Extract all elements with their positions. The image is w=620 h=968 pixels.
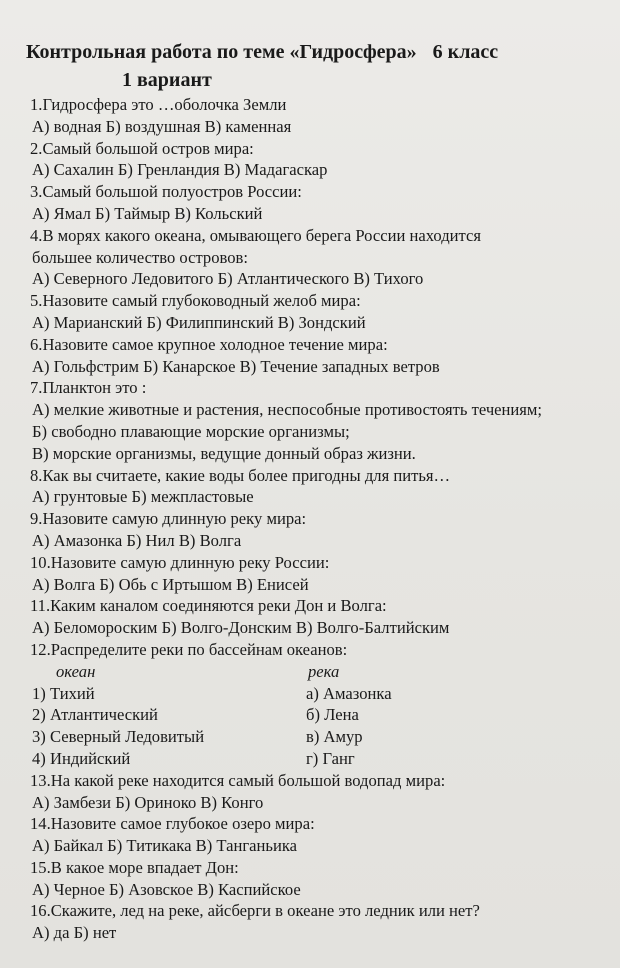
question-14: 14.Назовите самое глубокое озеро мира: xyxy=(30,814,315,834)
question-4: 4.В морях какого океана, омывающего берега России находится xyxy=(30,225,482,245)
answer-options-13: А) Замбези Б) Ориноко В) Конго xyxy=(32,792,264,812)
river-item: б) Лена xyxy=(306,705,359,725)
ocean-item: 3) Северный Ледовитый xyxy=(32,727,205,747)
river-item: г) Ганг xyxy=(306,748,355,768)
page-title xyxy=(26,40,610,64)
question-10: 10.Назовите самую длинную реку России: xyxy=(30,552,330,572)
ocean-item: 4) Индийский xyxy=(32,748,131,768)
question-2: 2.Самый большой остров мира: xyxy=(30,138,254,158)
question-block xyxy=(26,94,610,944)
river-item: а) Амазонка xyxy=(306,683,392,703)
question-1: 1.Гидросфера это …оболочка Земли xyxy=(30,95,287,114)
answer-options-8: А) грунтовые Б) межпластовые xyxy=(32,487,254,507)
river-item: в) Амур xyxy=(306,727,363,747)
ocean-item: 1) Тихий xyxy=(32,683,95,703)
question-8: 8.Как вы считаете, какие воды более пригодны для питья… xyxy=(30,465,451,485)
answer-options-9: А) Амазонка Б) Нил В) Волга xyxy=(32,530,242,550)
title-text: Контрольная работа по теме «Гидросфера» xyxy=(26,41,417,63)
answer-7b: Б) свободно плавающие морские организмы; xyxy=(32,421,350,441)
answer-7c: В) морские организмы, ведущие донный образ жизни. xyxy=(32,443,416,463)
column-header-ocean: океан xyxy=(56,661,96,681)
answer-options-16: А) да Б) нет xyxy=(32,923,117,943)
answer-options-4: А) Северного Ледовитого Б) Атлантического В) Тихого xyxy=(32,269,424,289)
question-12: 12.Распределите реки по бассейнам океанов: xyxy=(30,639,348,659)
question-15: 15.В какое море впадает Дон: xyxy=(30,857,239,877)
answer-options-1: А) водная Б) воздушная В) каменная xyxy=(32,116,292,136)
question-4-continued: большее количество островов: xyxy=(32,247,248,267)
answer-options-5: А) Марианский Б) Филиппинский В) Зондский xyxy=(32,312,366,332)
matching-table xyxy=(32,661,610,770)
column-header-river: река xyxy=(308,661,340,681)
ocean-item: 2) Атлантический xyxy=(32,705,158,725)
question-5: 5.Назовите самый глубоководный желоб мира: xyxy=(30,291,361,311)
variant-heading: 1 вариант xyxy=(122,69,212,91)
answer-options-3: А) Ямал Б) Таймыр В) Кольский xyxy=(32,203,263,223)
answer-options-14: А) Байкал Б) Титикака В) Танганьика xyxy=(32,836,298,856)
answer-options-2: А) Сахалин Б) Гренландия В) Мадагаскар xyxy=(32,160,328,180)
answer-options-10: А) Волга Б) Обь с Иртышом В) Енисей xyxy=(32,574,309,594)
question-11: 11.Каким каналом соединяются реки Дон и Волга: xyxy=(30,596,387,616)
question-7: 7.Планктон это : xyxy=(30,378,147,398)
answer-options-11: А) Беломороским Б) Волго-Донским В) Волго-Балтийским xyxy=(32,618,450,638)
answer-options-6: А) Гольфстрим Б) Канарское В) Течение западных ветров xyxy=(32,356,440,376)
question-13: 13.На какой реке находится самый большой водопад мира: xyxy=(30,770,446,790)
answer-options-15: А) Черное Б) Азовское В) Каспийское xyxy=(32,879,301,899)
question-3: 3.Самый большой полуостров России: xyxy=(30,182,302,202)
question-6: 6.Назовите самое крупное холодное течение мира: xyxy=(30,334,388,354)
grade-label: 6 класс xyxy=(432,41,499,63)
question-9: 9.Назовите самую длинную реку мира: xyxy=(30,509,307,529)
question-16: 16.Скажите, лед на реке, айсберги в океане это ледник или нет? xyxy=(30,901,480,921)
answer-7a: А) мелкие животные и растения, неспособные противостоять течениям; xyxy=(32,400,543,420)
